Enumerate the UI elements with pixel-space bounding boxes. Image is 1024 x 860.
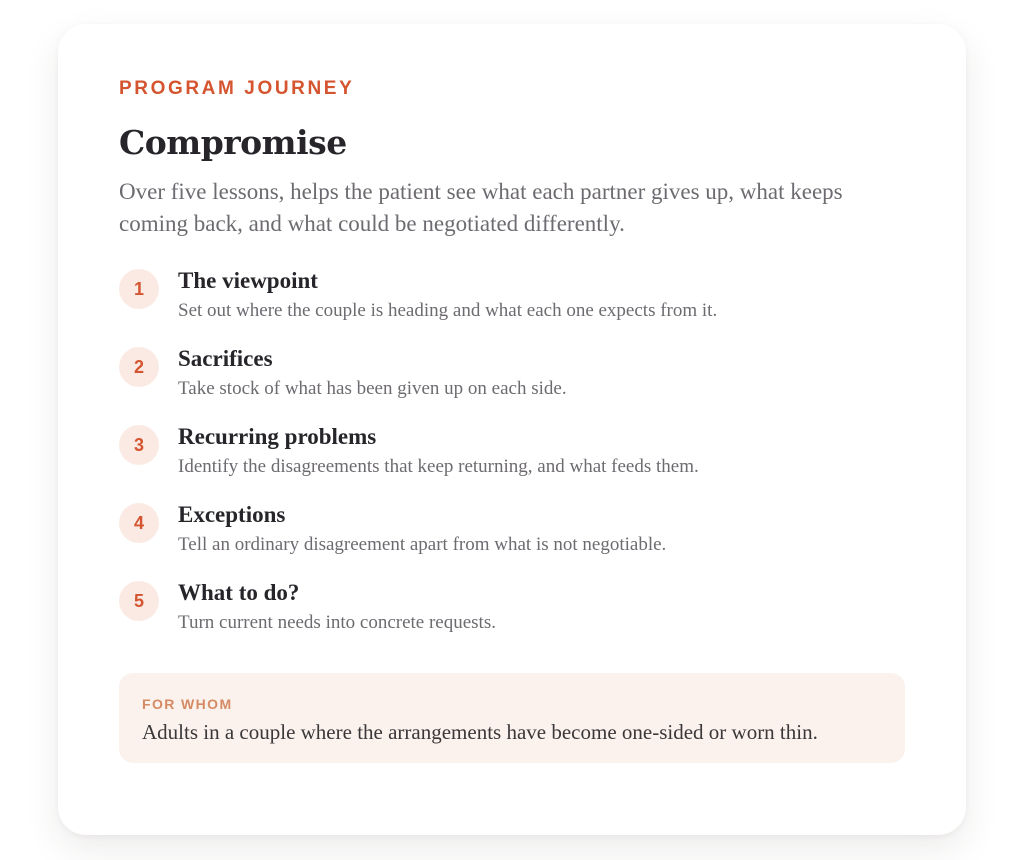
lesson-description: Take stock of what has been given up on each side. [178,378,567,399]
lesson-item [119,345,905,423]
lesson-description: Tell an ordinary disagreement apart from what is not negotiable. [178,534,667,555]
lesson-item [119,267,905,345]
lesson-body [178,501,666,558]
lesson-description: Turn current needs into concrete requests. [178,612,496,633]
lesson-description: Set out where the couple is heading and what each one expects from it. [178,300,718,321]
lesson-title: What to do? [178,580,300,605]
step-number-badge: 2 [119,347,159,387]
lesson-body [178,345,567,402]
step-number-badge: 5 [119,581,159,621]
lesson-title: Sacrifices [178,346,273,371]
lesson-item [119,579,905,657]
program-title: Compromise [119,123,347,162]
lesson-title: The viewpoint [178,268,318,293]
eyebrow-label: PROGRAM JOURNEY [119,78,355,99]
audience-panel [119,673,905,763]
step-number-badge: 4 [119,503,159,543]
lesson-body [178,267,717,324]
step-number-badge: 1 [119,269,159,309]
step-number-badge: 3 [119,425,159,465]
lesson-list [119,267,905,657]
lesson-item [119,423,905,501]
audience-label: FOR WHOM [142,696,233,712]
program-card [58,24,966,835]
lesson-body [178,423,699,480]
audience-description: Adults in a couple where the arrangements have become one-sided or worn thin. [142,720,818,744]
lesson-title: Recurring problems [178,424,377,449]
lesson-title: Exceptions [178,502,286,527]
lesson-body [178,579,496,636]
lesson-description: Identify the disagreements that keep returning, and what feeds them. [178,456,699,477]
program-description: Over five lessons, helps the patient see what each partner gives up, what keeps coming back, and what could be negotiated differently. [119,179,843,236]
lesson-item [119,501,905,579]
